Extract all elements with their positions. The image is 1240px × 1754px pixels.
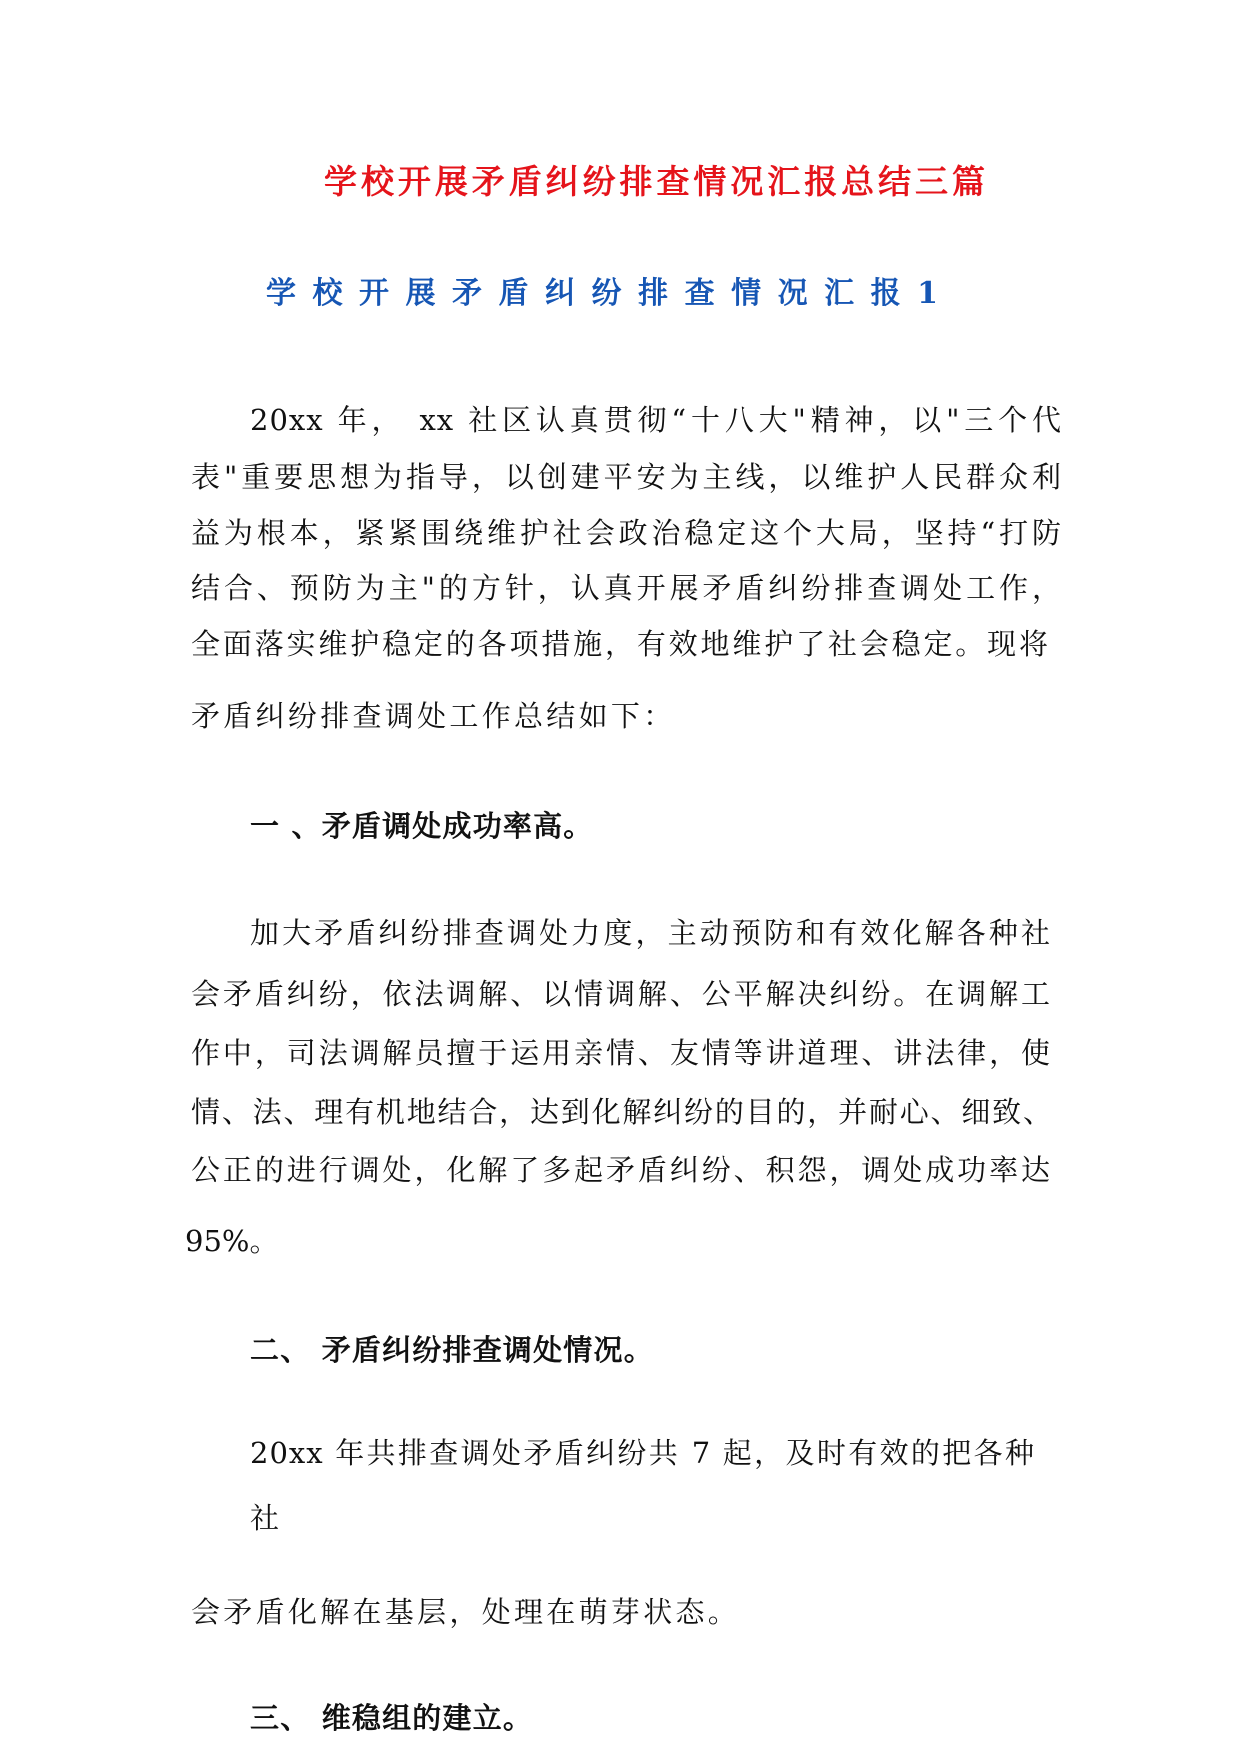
paragraph-line: 矛盾纠纷排查调处工作总结如下：: [191, 699, 676, 733]
section-heading: 三、 维稳组的建立。: [250, 1701, 534, 1735]
paragraph-line: 社: [250, 1501, 283, 1535]
paragraph-line: 会矛盾纠纷，依法调解、以情调解、公平解决纠纷。在调解工: [191, 977, 1051, 1011]
section-heading: 二、 矛盾纠纷排查调处情况。: [250, 1333, 654, 1367]
document-subtitle: 学校开展矛盾纠纷排查情况汇报1: [266, 276, 939, 311]
paragraph-line: 结合、预防为主"的方针，认真开展矛盾纠纷排查调处工作，: [191, 571, 1062, 605]
paragraph-line: 20xx 年， xx 社区认真贯彻“十八大"精神，以"三个代: [250, 403, 1062, 437]
paragraph-line: 会矛盾化解在基层，处理在萌芽状态。: [191, 1595, 741, 1629]
section-heading: 一 、矛盾调处成功率高。: [250, 809, 594, 843]
paragraph-line: 加大矛盾纠纷排查调处力度，主动预防和有效化解各种社: [250, 916, 1051, 950]
paragraph-line: 表"重要思想为指导，以创建平安为主线，以维护人民群众利: [191, 460, 1062, 494]
paragraph-line: 益为根本，紧紧围绕维护社会政治稳定这个大局，坚持“打防: [191, 516, 1062, 550]
paragraph-line: 20xx 年共排查调处矛盾纠纷共 7 起，及时有效的把各种: [250, 1436, 1035, 1470]
document-title: 学校开展矛盾纠纷排查情况汇报总结三篇: [324, 162, 986, 201]
paragraph-line: 全面落实维护稳定的各项措施，有效地维护了社会稳定。现将: [191, 627, 1049, 661]
paragraph-line: 公正的进行调处，化解了多起矛盾纠纷、积怨，调处成功率达: [191, 1153, 1051, 1187]
paragraph-line: 95%。: [185, 1224, 279, 1258]
paragraph-line: 情、法、理有机地结合，达到化解纠纷的目的，并耐心、细致、: [191, 1095, 1053, 1129]
paragraph-line: 作中，司法调解员擅于运用亲情、友情等讲道理、讲法律，使: [191, 1036, 1051, 1070]
